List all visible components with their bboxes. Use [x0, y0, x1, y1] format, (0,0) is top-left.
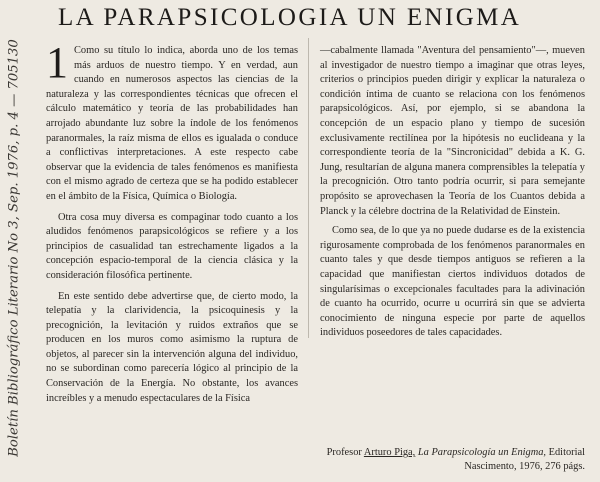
paragraph-text: Como su título lo indica, aborda uno de los temas más arduos de nuestro tiempo. Y en verdad, aun cuando en numerosos aspectos las ciencias de la naturaleza y las correspondientes técnicas que ofrecen el cálculo matemático y teoría de las probabilidades han arrojado abundante luz sobre la índole de los fenómenos paranormales, la raíz misma de ellos es igualada o conduce a conflictivas interpretaciones. A este respecto cabe observar que la evidencia de tales fenómenos es manifiesta con el mismo agrado de certeza que se ha podido establecer en el ámbito de la Física, Química o Biología.	[46, 45, 298, 202]
reference-work: La Parapsicología un Enigma,	[417, 447, 547, 458]
reference-author: Arturo Piga,	[363, 447, 416, 458]
paragraph: En este sentido debe advertirse que, de cierto modo, la telepatía y la clarividencia, la psicoquinesis y la precognición, la levitación y ruidos extraños que se producen en los muros como asimismo la ruptura de objetos, al parecer sin la intervención alguna del individuo, no se subordinan como parecería lógico al principio de la Conservación de la Energía. No obstante, los avances increíbles y a menudo espectaculares de la Física	[46, 290, 298, 404]
paragraph: —cabalmente llamada "Aventura del pensamiento"—, mueven al investigador de nuestro tiempo a imaginar que otras leyes, criterios o principios pueden dirigir y explicar la naturaleza o condición íntima de cuanto se relaciona con los fenómenos parapsicológicos. Así, por ejemplo, si se abandona la concepción de un espacio plano y tiempo de sucesión exclusivamente rectilínea por la hipótesis no euclideana y la correspondiente teoría de la "Sincronicidad" debida a K. G. Jung, resultarían de alguna manera comprensibles la telepatía y la precognición. Otro tanto podría ocurrir, si para semejante propósito se aprovechasen la Teoría de los Cuantos debida a Planck y la célebre doctrina de la Relatividad de Einstein.	[320, 45, 585, 217]
reference-prefix: Profesor	[326, 447, 362, 458]
reference-publisher: Editorial Nascimento, 1976, 276 págs.	[464, 447, 585, 472]
handwritten-margin-note	[0, 18, 28, 478]
bibliographic-reference	[320, 446, 585, 474]
paragraph: Como sea, de lo que ya no puede dudarse es de la existencia rigurosamente comprobada de los fenómenos paranormales en cuanto tales y que desde tiempos antiguos se refieren a la capacidad que manifiestan ciertos individuos dotados de singularísimas o excepcionales facultades para la adivinación de cuanto ha ocurrido, ocurre u ocurrirá sin que se advierta conocimiento de ninguna especie por parte de aquellos individuos poseedores de tales capacidades.	[320, 225, 585, 339]
paragraph	[46, 38, 298, 205]
paragraph: Otra cosa muy diversa es compaginar todo cuanto a los aludidos fenómenos parapsicológicos se refiere y a los principios de casualidad tan estrechamente ligados a la concepción espacio-temporal de la ciencia clásica y la consideración filosófica pertinente.	[46, 211, 298, 281]
left-column	[46, 38, 298, 412]
margin-note-text: Boletín Bibliográfico Literario No 3, Sep. 1976, p. 4 — 705130	[6, 39, 22, 457]
article-title: LA PARAPSICOLOGIA UN ENIGMA	[58, 4, 522, 31]
right-column	[320, 44, 585, 346]
drop-cap: 1	[46, 38, 68, 87]
column-separator	[308, 38, 309, 338]
